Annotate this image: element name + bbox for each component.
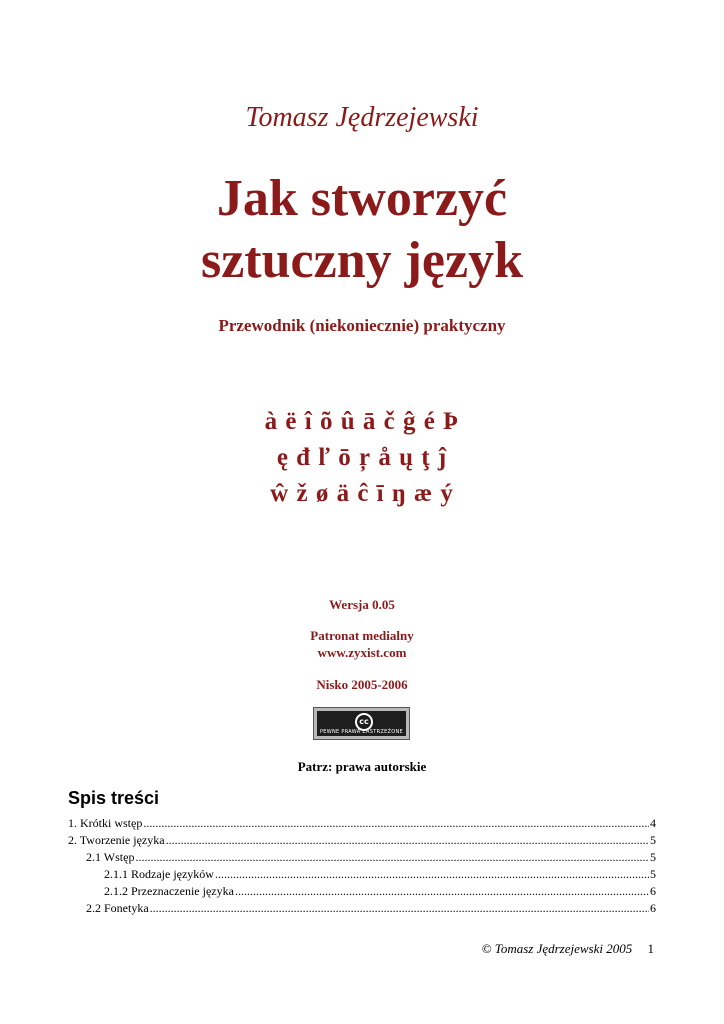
toc-entry-page: 4: [650, 816, 656, 830]
toc-entry[interactable]: [68, 815, 656, 832]
toc-entry-page: 5: [650, 867, 656, 881]
copyright-note-link[interactable]: Patrz: prawa autorskie: [297, 759, 427, 774]
toc-entry[interactable]: [68, 900, 656, 917]
creative-commons-badge[interactable]: [313, 707, 410, 740]
character-line-1: à ë î õ û ā č ĝ é Þ: [264, 408, 460, 435]
toc-heading: Spis treści: [68, 788, 160, 808]
toc-entry-label: 2.1.2 Przeznaczenie języka: [104, 884, 234, 898]
character-sample-block: [0, 404, 724, 512]
toc-entry[interactable]: [68, 832, 656, 849]
toc-entry-label: 2. Tworzenie języka: [68, 833, 165, 847]
toc-entry[interactable]: [68, 866, 656, 883]
toc-entry-label: 2.2 Fonetyka: [86, 901, 149, 915]
place-date: Nisko 2005-2006: [316, 677, 408, 692]
toc-leader-dots: [166, 832, 649, 849]
toc-entry-page: 5: [650, 833, 656, 847]
table-of-contents: [68, 815, 656, 917]
toc-entry[interactable]: [68, 883, 656, 900]
toc-leader-dots: [135, 849, 649, 866]
character-line-2: ę đ ľ ō ŗ å ų ţ ĵ: [276, 444, 448, 471]
toc-leader-dots: [150, 900, 649, 917]
toc-leader-dots: [235, 883, 649, 900]
toc-entry[interactable]: [68, 849, 656, 866]
badge-inner: [317, 711, 406, 736]
patron-url-link[interactable]: www.zyxist.com: [317, 645, 407, 660]
document-subtitle: Przewodnik (niekoniecznie) praktyczny: [218, 316, 506, 335]
patron-label: Patronat medialny: [310, 628, 414, 643]
toc-entry-label: 2.1.1 Rodzaje języków: [104, 867, 214, 881]
toc-entry-label: 1. Krótki wstęp: [68, 816, 143, 830]
title-line-1: Jak stworzyć: [216, 170, 508, 227]
toc-entry-label: 2.1 Wstęp: [86, 850, 135, 864]
toc-entry-page: 5: [650, 850, 656, 864]
toc-entry-page: 6: [650, 901, 656, 915]
toc-leader-dots: [215, 866, 649, 883]
title-line-2: sztuczny język: [200, 232, 524, 289]
version-label: Wersja 0.05: [329, 597, 395, 612]
footer-page-number: 1: [647, 941, 654, 956]
toc-leader-dots: [143, 815, 649, 832]
badge-text: PEWNE PRAWA ZASTRZEŻONE: [319, 729, 403, 735]
toc-entry-page: 6: [650, 884, 656, 898]
footer-copyright: © Tomasz Jędrzejewski 2005: [481, 941, 633, 956]
character-line-3: ŵ ž ø ä ĉ ī ŋ æ ý: [270, 480, 454, 507]
document-title: [0, 168, 724, 292]
author-name: Tomasz Jędrzejewski: [245, 102, 479, 133]
media-patron: [0, 627, 724, 661]
page-footer: [482, 941, 654, 957]
cc-icon: cc: [355, 713, 373, 731]
